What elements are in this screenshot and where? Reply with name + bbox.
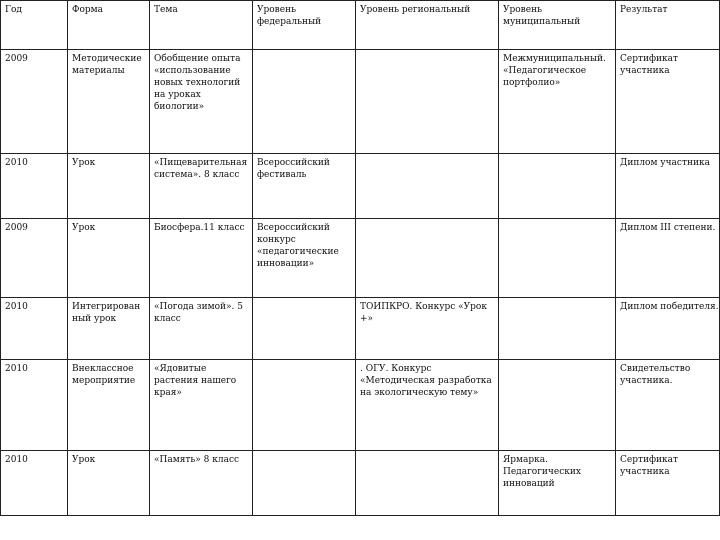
cell-federal	[253, 50, 356, 154]
cell-federal: Всероссийский фестиваль	[253, 154, 356, 219]
table-row	[1, 298, 720, 360]
cell-form: Методические материалы	[68, 50, 150, 154]
cell-topic: Биосфера.11 класс	[150, 219, 253, 298]
cell-regional	[356, 50, 499, 154]
cell-regional	[356, 219, 499, 298]
cell-regional: ТОИПКРО. Конкурс «Урок +»	[356, 298, 499, 360]
cell-federal: Всероссийский конкурс «педагогические инновации»	[253, 219, 356, 298]
cell-form: Урок	[68, 154, 150, 219]
cell-federal	[253, 451, 356, 516]
header-municipal: Уровень муниципальный	[499, 1, 616, 50]
cell-year: 2010	[1, 298, 68, 360]
cell-regional	[356, 154, 499, 219]
cell-form: Интегрированный урок	[68, 298, 150, 360]
cell-result: Сертификат участника	[616, 50, 720, 154]
cell-form: Внеклассное мероприятие	[68, 360, 150, 451]
cell-result	[616, 154, 720, 219]
cell-municipal: Ярмарка. Педагогических инноваций	[499, 451, 616, 516]
header-result: Результат	[616, 1, 720, 50]
header-year: Год	[1, 1, 68, 50]
header-regional: Уровень региональный	[356, 1, 499, 50]
cell-result-text: Диплом III степени.	[620, 223, 716, 233]
cell-municipal	[499, 154, 616, 219]
cell-topic: «Пищеварительная система». 8 класс	[150, 154, 253, 219]
cell-topic: «Ядовитые растения нашего края»	[150, 360, 253, 451]
table-row	[1, 154, 720, 219]
table-row	[1, 219, 720, 298]
cell-federal	[253, 360, 356, 451]
cell-result-text: Диплом победителя.	[620, 302, 719, 312]
cell-year: 2010	[1, 154, 68, 219]
table-row	[1, 50, 720, 154]
cell-result: Свидетельство участника.	[616, 360, 720, 451]
cell-year: 2010	[1, 451, 68, 516]
cell-regional	[356, 451, 499, 516]
table-row	[1, 360, 720, 451]
cell-result-text: Диплом участника	[620, 158, 710, 168]
cell-municipal	[499, 219, 616, 298]
cell-regional: . ОГУ. Конкурс «Методическая разработка на экологическую тему»	[356, 360, 499, 451]
table-header-row	[1, 1, 720, 50]
cell-federal	[253, 298, 356, 360]
header-federal: Уровень федеральный	[253, 1, 356, 50]
cell-form: Урок	[68, 451, 150, 516]
cell-result	[616, 298, 720, 360]
cell-topic: «Погода зимой». 5 класс	[150, 298, 253, 360]
cell-municipal	[499, 298, 616, 360]
table-row	[1, 451, 720, 516]
header-form: Форма	[68, 1, 150, 50]
cell-result: Сертификат участника	[616, 451, 720, 516]
header-topic: Тема	[150, 1, 253, 50]
cell-year: 2009	[1, 219, 68, 298]
cell-year: 2009	[1, 50, 68, 154]
cell-topic: Обобщение опыта «использование новых технологий на уроках биологии»	[150, 50, 253, 154]
cell-year: 2010	[1, 360, 68, 451]
cell-form: Урок	[68, 219, 150, 298]
cell-municipal: Межмуниципальный. «Педагогическое портфолио»	[499, 50, 616, 154]
cell-municipal	[499, 360, 616, 451]
cell-result	[616, 219, 720, 298]
cell-topic: «Память» 8 класс	[150, 451, 253, 516]
